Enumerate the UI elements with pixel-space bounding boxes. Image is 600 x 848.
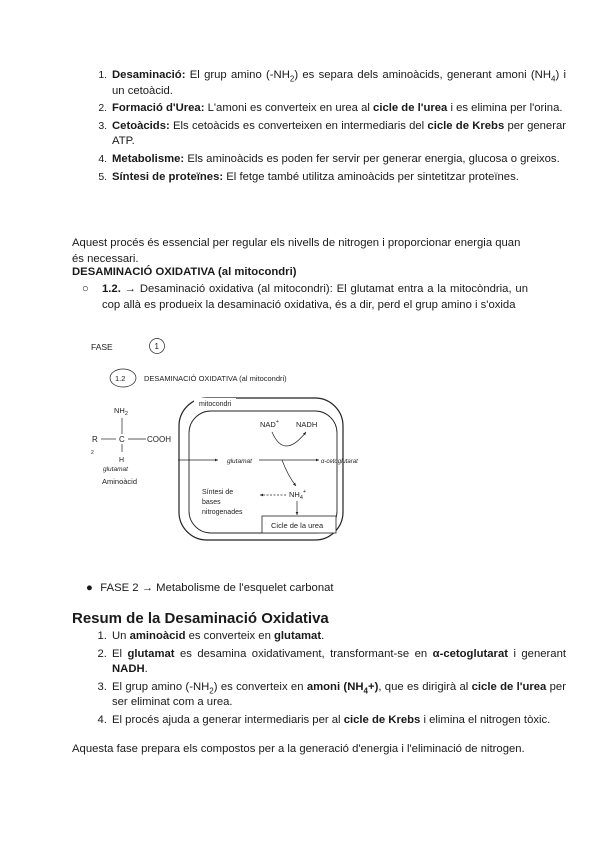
fase-label: FASE	[91, 342, 113, 352]
synthesis-label-3: nitrogenades	[202, 509, 243, 516]
deamination-diagram	[86, 338, 358, 540]
resum-list	[72, 629, 566, 731]
h-label: H	[119, 457, 125, 464]
phase2-item: ● FASE 2 → Metabolisme de l'esquelet carbonat	[86, 581, 334, 597]
r-group-label: R	[92, 435, 98, 444]
list-item: 4. El procés ajuda a generar intermediaris per al cicle de Krebs i elimina el nitrogen tòxic.	[110, 713, 566, 729]
list-item: 3. Cetoàcids: Els cetoàcids es converteixen en intermediaris del cicle de Krebs per generar ATP.	[110, 119, 566, 150]
glutamat-left-label: glutamat	[103, 466, 128, 473]
subscript-two: 2	[91, 450, 94, 456]
list-item: 5. Síntesi de proteïnes: El fetge també utilitza aminoàcids per sintetitzar proteïnes.	[110, 170, 566, 186]
synthesis-label-2: bases	[202, 499, 221, 506]
section-title: DESAMINACIÓ OXIDATIVA (al mitocondri)	[144, 374, 287, 383]
list-item: 2. Formació d'Urea: L'amoni es converteix en urea al cicle de l'urea i es elimina per l'orina.	[110, 101, 566, 117]
paragraph-intro: Aquest procés és essencial per regular els nivells de nitrogen i proporcionar energia quan és necessari.	[72, 237, 521, 265]
list-item: 4. Metabolisme: Els aminoàcids es poden fer servir per generar energia, glucosa o greixos.	[110, 152, 566, 168]
synthesis-label-1: Síntesi de	[202, 489, 234, 496]
aminoacid-label: Aminoàcid	[102, 477, 138, 486]
sub-list-item: ○ 1.2. → Desaminació oxidativa (al mitocondri): El glutamat entra a la mitocòndria, un cop allà es produeix la desaminació oxidativa, és a dir, perd el grup amino i s'oxida	[82, 283, 528, 311]
glutamat-mid-label: glutamat	[227, 458, 252, 465]
ammonium-arrow	[282, 460, 296, 486]
section-number: 1.2	[115, 374, 126, 383]
urea-cycle-label: Cicle de la urea	[271, 521, 324, 530]
cooh-label: COOH	[147, 435, 171, 444]
mitochondrion-label: mitocondri	[199, 401, 232, 408]
nh4-label: $NH_4^+$	[289, 489, 307, 501]
section-heading: DESAMINACIÓ OXIDATIVA (al mitocondri)	[72, 266, 297, 278]
nadh-label: NADH	[296, 420, 318, 429]
list-item: 1. Un aminoàcid es converteix en glutamat.	[110, 629, 566, 645]
list-item: 2. El glutamat es desamina oxidativament, transformant-se en α-cetoglutarat i generant NADH.	[110, 647, 566, 678]
deamination-steps-list	[72, 68, 566, 187]
nad-reaction-arrow	[272, 432, 306, 446]
nh2-label: $NH_2$	[114, 406, 128, 417]
resum-heading: Resum de la Desaminació Oxidativa	[72, 610, 329, 627]
nad-label: NAD+	[260, 419, 280, 429]
alpha-ketoglutarate-label: α-cetoglutarat	[321, 459, 358, 465]
list-item: 3. El grup amino $(-NH_2)$ es converteix en amoni $(NH_4+)$, que es dirigirà al cicle de l'urea per ser eliminat com a urea.	[110, 680, 566, 711]
carbon-label: C	[119, 435, 125, 444]
paragraph-conclusion: Aquesta fase prepara els compostos per a la generació d'energia i l'eliminació de nitrogen.	[72, 743, 525, 755]
fase-number: 1	[154, 342, 159, 351]
list-item: 1. Desaminació: El grup amino $(-NH_2)$ es separa dels aminoàcids, generant amoni $(NH_4)$ i un cetoàcid.	[110, 68, 566, 99]
circle-bullet-icon: ○	[82, 283, 89, 295]
bullet-icon: ●	[86, 582, 93, 594]
